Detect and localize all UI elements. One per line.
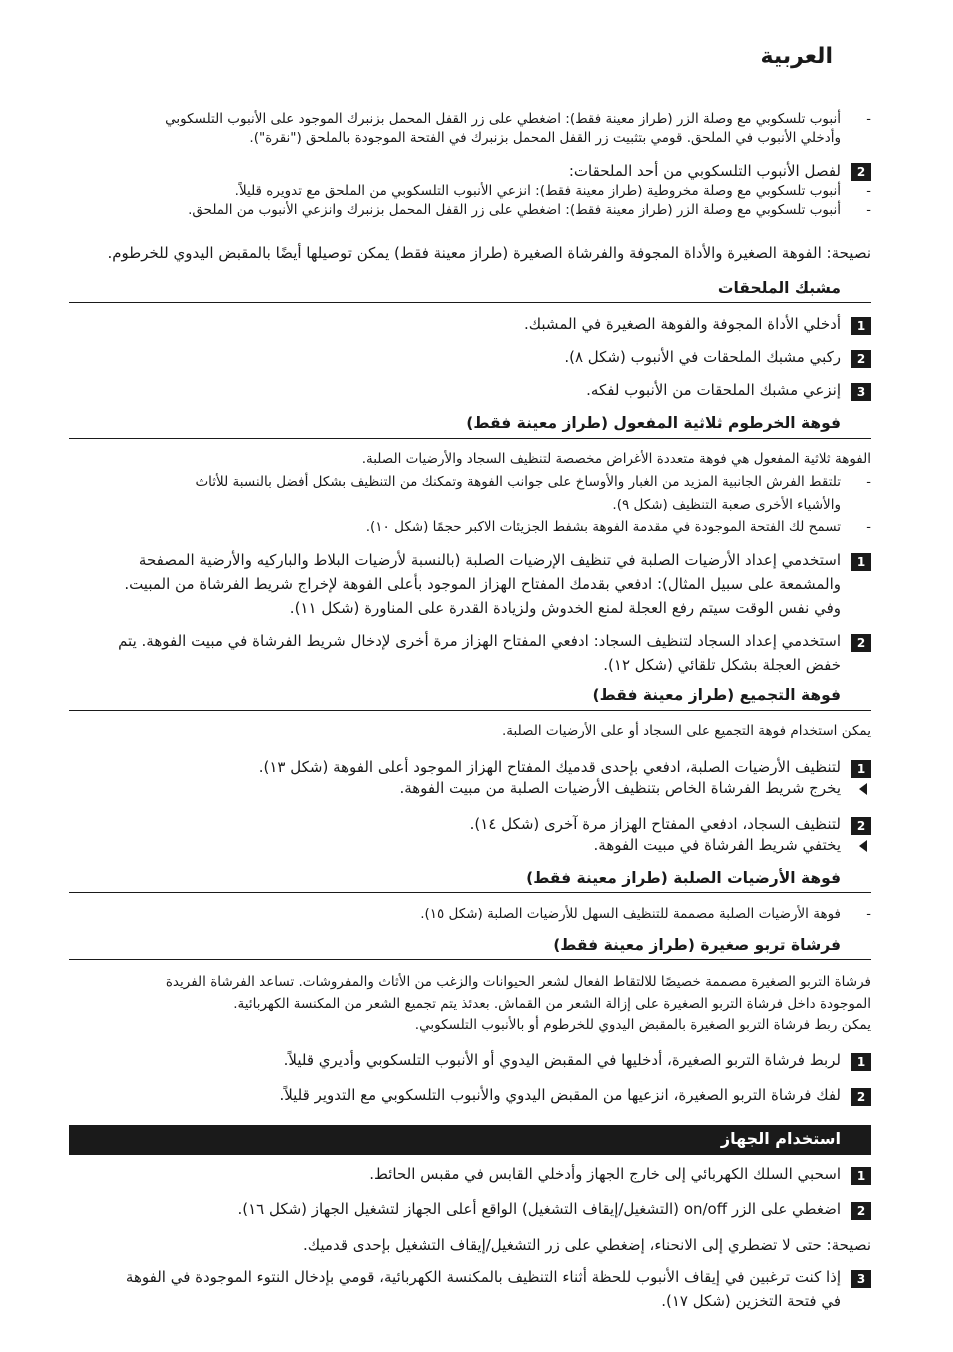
section-heading-clip: مشبك الملحقات [717,279,841,297]
triactive-step-line: والمشمعة على سبيل المثال): ادفعي بقدمك المفتاح الهزاز الموجود بأعلى الفوهة لإخراج شريط الفرشاة من المبيت. [124,575,841,593]
bullet-dash: - [866,907,871,922]
detach-bullet: أنبوب تلسكوبي مع وصلة الزر (طراز معينة فقط): اضغطي على زر القفل المحمل بزنبرك وانزعي الأنبوب من الملحق. [188,202,841,218]
intro-bullet-line: أنبوب تلسكوبي مع وصلة الزر (طراز معينة فقط): اضغطي على زر القفل المحمل بزنبرك الموجود على الأنبوب التلسكوبي [165,111,841,127]
detach-step-title: لفصل الأنبوب التلسكوبي من أحد الملحقات: [568,162,841,180]
using-tip: نصيحة: حتى لا تضطري إلى الانحناء، إضغطي على زر التشغيل/إيقاف التشغيل بإحدى قدميك. [302,1236,871,1254]
triactive-step-line: استخدمي إعداد السجاد لتنظيف السجاد: ادفعي المفتاح الهزاز مرة أخرى لإدخال شريط الفرشاة في مبيت الفوهة. يتم [118,632,841,650]
detach-bullet: أنبوب تلسكوبي مع وصلة مخروطية (طراز معينة فقط): انزعي الأنبوب التلسكوبي من الملحق مع تدويره قليلاً. [234,183,841,199]
turbo-paragraph-line: الموجودة داخل فرشاة التربو الصغيرة على إزالة الشعر من القماش. بعدئذ يتم تجميع الشعر من المكنسة الكهربائية. [233,996,871,1012]
step-number: 2 [851,350,871,368]
step-number: 3 [851,383,871,401]
bullet-dash: - [866,184,871,199]
combo-step-text: لتنظيف السجاد، ادفعي المفتاح الهزاز مرة آخرى (شكل ١٤). [469,815,841,833]
step-number: 1 [851,1167,871,1185]
section-rule [69,710,871,711]
clip-step-text: إنزعي مشبك الملحقات من الأنبوب لفكه. [586,381,841,399]
using-step-text: اسحبي السلك الكهربائي إلى خارج الجهاز وأدخلي القابس في مقبس الحائط. [369,1165,841,1183]
clip-step-text: ركبي مشبك الملحقات في الأنبوب (شكل ٨). [564,348,841,366]
intro-bullet-line: وأدخلي الأنبوب في الملحق. قومي بتثبيت زر القفل المحمل بزنبرك في الفتحة الموجودة بالملحق ("نقرة"). [249,130,841,146]
tip-text: نصيحة: الفوهة الصغيرة والأداة المجوفة والفرشاة الصغيرة (طراز معينة فقط) يمكن توصيلها أيضًا بالمقبض اليدوي للخرطوم. [107,244,871,262]
step-number: 1 [851,1053,871,1071]
triactive-step-line: وفي نفس الوقت سيتم رفع العجلة لمنع الخدوش ولزيادة القدرة على المناورة (شكل ١١). [289,599,841,617]
triactive-intro: الفوهة ثلاثية المفعول هي فوهة متعددة الأغراض مخصصة لتنظيف السجاد والأرضيات الصلبة. [361,451,871,467]
triactive-bullet-line: والأشياء الأخرى صعبة التنظيف (شكل ٩). [612,497,841,513]
using-step-text: اضغطي على الزر on/off (التشغيل/إيقاف التشغيل) الواقع أعلى الجهاز لتشغيل الجهاز (شكل ١٦). [237,1200,841,1218]
section-heading-hardfloor: فوهة الأرضيات الصلبة (طراز معينة فقط) [526,869,841,887]
bullet-dash: - [866,520,871,535]
step-number: 2 [851,634,871,652]
section-rule [69,892,871,893]
turbo-step-text: لربط فرشاة التربو الصغيرة، أدخليها في المقبض اليدوي أو الأنبوب التلسكوبي وأديري قليلاً. [283,1051,841,1069]
section-heading-turbo: فرشاة تربو صغيرة (طراز معينة فقط) [553,936,841,954]
section-rule [69,959,871,960]
section-heading-combo: فوهة التجميع (طراز معينة فقط) [592,686,841,704]
combo-intro: يمكن استخدام فوهة التجميع على السجاد أو على الأرضيات الصلبة. [501,723,871,739]
result-arrow-icon [859,783,867,795]
triactive-bullet-line: تلتقط الفرش الجانبية المزيد من الغبار والأوساخ على جوانب الفوهة وتمكنك من التنظيف بشكل أفضل بالنسبة للأثاث [195,474,841,490]
bullet-dash: - [866,112,871,127]
hardfloor-bullet: فوهة الأرضيات الصلبة مصممة للتنظيف السهل للأرضيات الصلبة (شكل ١٥). [420,906,841,922]
section-rule [69,438,871,439]
combo-step-text: لتنظيف الأرضيات الصلبة، ادفعي بإحدى قدميك المفتاح الهزاز الموجود أعلى الفوهة (شكل ١٣). [258,758,841,776]
bullet-dash: - [866,475,871,490]
result-arrow-icon [859,840,867,852]
step-number: 1 [851,553,871,571]
step-number: 2 [851,1088,871,1106]
triactive-step-line: استخدمي إعداد الأرضيات الصلبة في تنظيف الإرضيات الصلبة (بالنسبة لأرضيات البلاط والباركيه والأرضية المصفحة [138,551,841,569]
page-title: العربية [760,44,833,69]
turbo-paragraph-line: فرشاة التربو الصغيرة مصممة خصيصًا للالتقاط الفعال لشعر الحيوانات والزغب من الأثاث والمفروشات. تساعد الفرشاة الفريدة [165,974,871,990]
section-heading-triactive: فوهة الخرطوم ثلاثية المفعول (طراز معينة فقط) [466,414,841,432]
using-step-line: إذا كنت ترغبين في إيقاف الأنبوب للحظة أثناء التنظيف بالمكنسة الكهربائية، قومي بإدخال النتوء الموجودة في الفوهة [125,1268,841,1286]
clip-step-text: أدخلي الأداة المجوفة والفوهة الصغيرة في المشبك. [524,315,841,333]
step-number: 1 [851,760,871,778]
step-number: 2 [851,163,871,181]
step-number: 2 [851,1202,871,1220]
combo-step-result: يخرج شريط الفرشاة الخاص بتنظيف الأرضيات الصلبة من مبيت الفوهة. [399,779,841,797]
triactive-bullet-line: تسمح لك الفتحة الموجودة في مقدمة الفوهة بشفط الجزيئات الاكبر حجمًا (شكل ١٠). [365,519,841,535]
step-number: 1 [851,317,871,335]
step-number: 3 [851,1270,871,1288]
section-rule [69,302,871,303]
turbo-paragraph-line: يمكن ربط فرشاة التربو الصغيرة بالمقبض اليدوي للخرطوم أو بالأنبوب التلسكوبي. [414,1017,871,1033]
turbo-step-text: لفك فرشاة التربو الصغيرة، انزعيها من المقبض اليدوي والأنبوب التلسكوبي مع التدوير قليلاً. [279,1086,841,1104]
bullet-dash: - [866,203,871,218]
banner-title: استخدام الجهاز [720,1129,841,1148]
combo-step-result: يختفي شريط الفرشاة في مبيت الفوهة. [593,836,841,854]
triactive-step-line: خفض العجلة بشكل تلقائي (شكل ١٢). [603,656,841,674]
using-step-line: في فتحة التخزين (شكل ١٧). [661,1292,841,1310]
section-banner-using [69,1125,871,1155]
step-number: 2 [851,817,871,835]
